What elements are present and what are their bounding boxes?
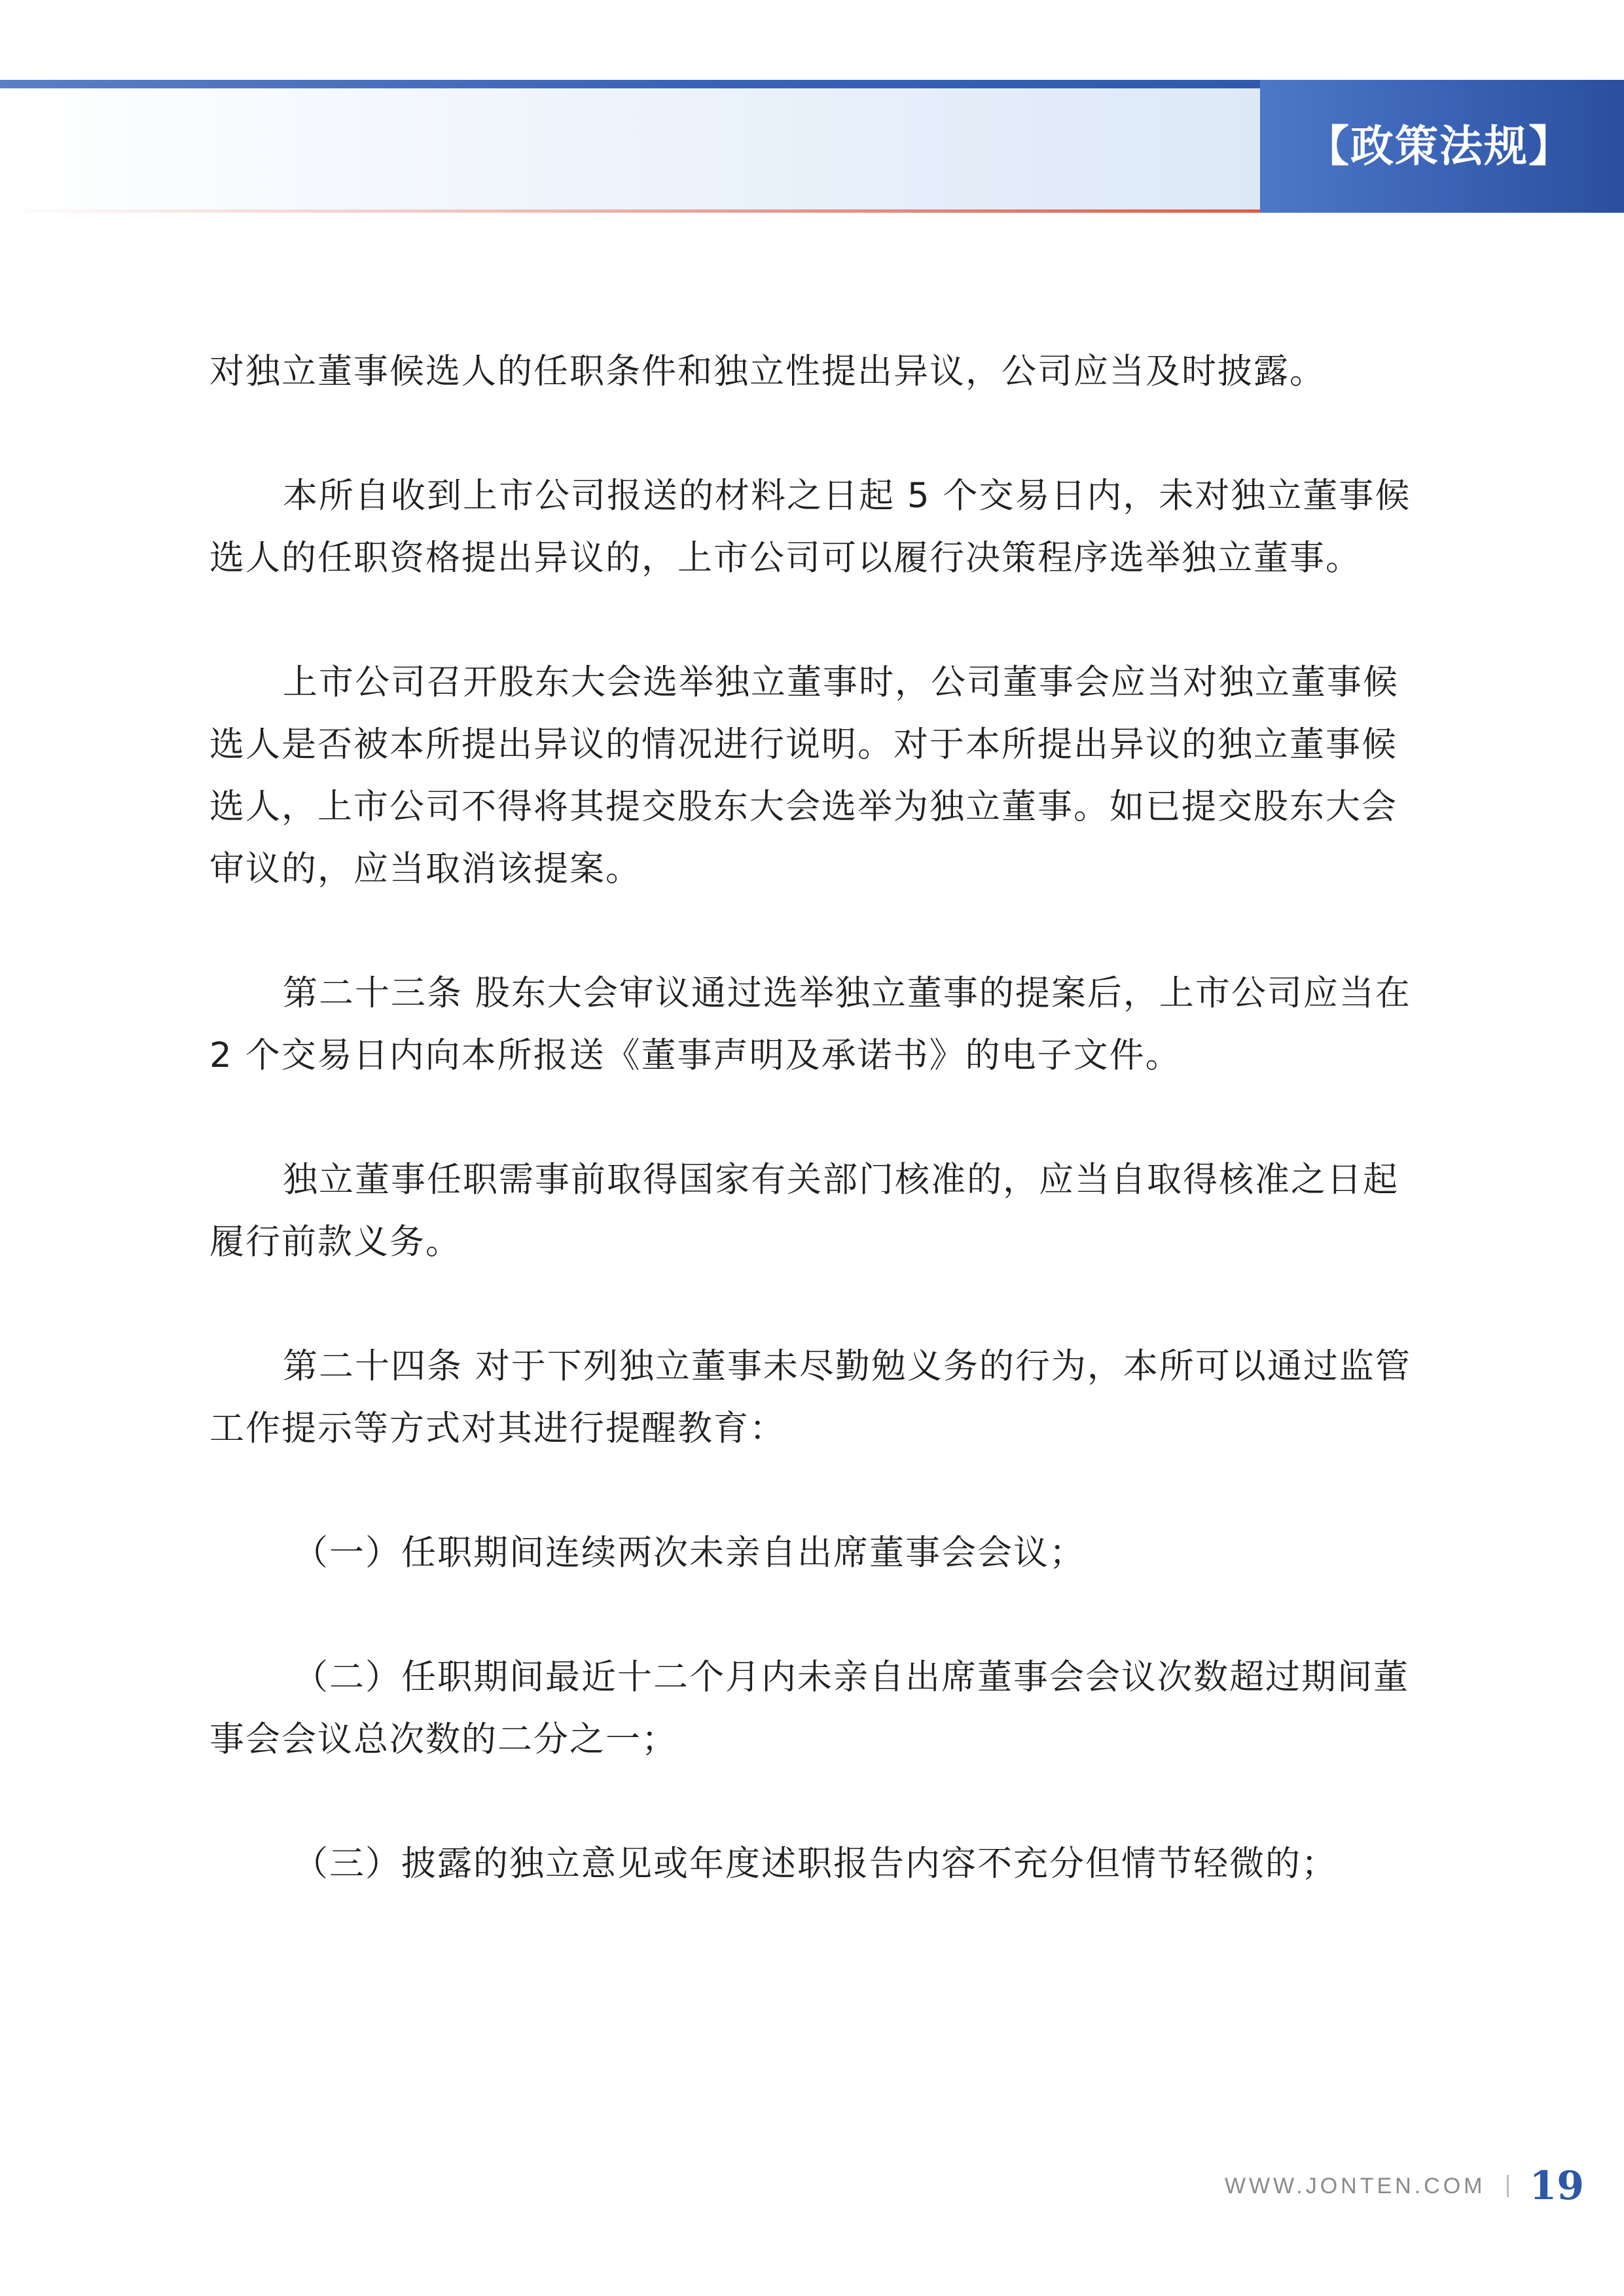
list-item: （三）披露的独立意见或年度述职报告内容不充分但情节轻微的； — [293, 1844, 1337, 1884]
article-23-paragraph: 第二十三条 股东大会审议通过选举独立董事的提案后，上市公司应当在 2 个交易日内向本所报送《董事声明及承诺书》的电子文件。 — [209, 973, 1411, 1075]
header-band — [0, 88, 1260, 213]
paragraph: 本所自收到上市公司报送的材料之日起 5 个交易日内，未对独立董事候选人的任职资格提出异议的，上市公司可以履行决策程序选举独立董事。 — [209, 476, 1411, 578]
header-top-rule — [0, 80, 1260, 88]
page-footer — [1113, 2160, 1584, 2212]
header-bottom-rule — [0, 209, 1260, 213]
paragraph: 独立董事任职需事前取得国家有关部门核准的，应当自取得核准之日起履行前款义务。 — [209, 1160, 1399, 1262]
paragraph: 对独立董事候选人的任职条件和独立性提出异议，公司应当及时披露。 — [209, 351, 1326, 391]
list-item: （一）任职期间连续两次未亲自出席董事会会议； — [293, 1533, 1085, 1573]
body-text — [209, 340, 1432, 1957]
article-24-paragraph: 第二十四条 对于下列独立董事未尽勤勉义务的行为，本所可以通过监管工作提示等方式对其进行提醒教育： — [209, 1346, 1411, 1448]
section-label: 【政策法规】 — [1260, 80, 1624, 213]
list-item: （二）任职期间最近十二个月内未亲自出席董事会会议次数超过期间董事会会议总次数的二分之一； — [209, 1657, 1409, 1759]
paragraph: 上市公司召开股东大会选举独立董事时，公司董事会应当对独立董事候选人是否被本所提出异议的情况进行说明。对于本所提出异议的独立董事候选人，上市公司不得将其提交股东大会选举为独立董事。如已提交股东大会审议的，应当取消该提案。 — [209, 662, 1399, 889]
page-number: 19 — [1529, 2163, 1584, 2209]
website-link[interactable]: WWW.JONTEN.COM — [1224, 2173, 1486, 2198]
footer-divider — [1507, 2175, 1509, 2197]
